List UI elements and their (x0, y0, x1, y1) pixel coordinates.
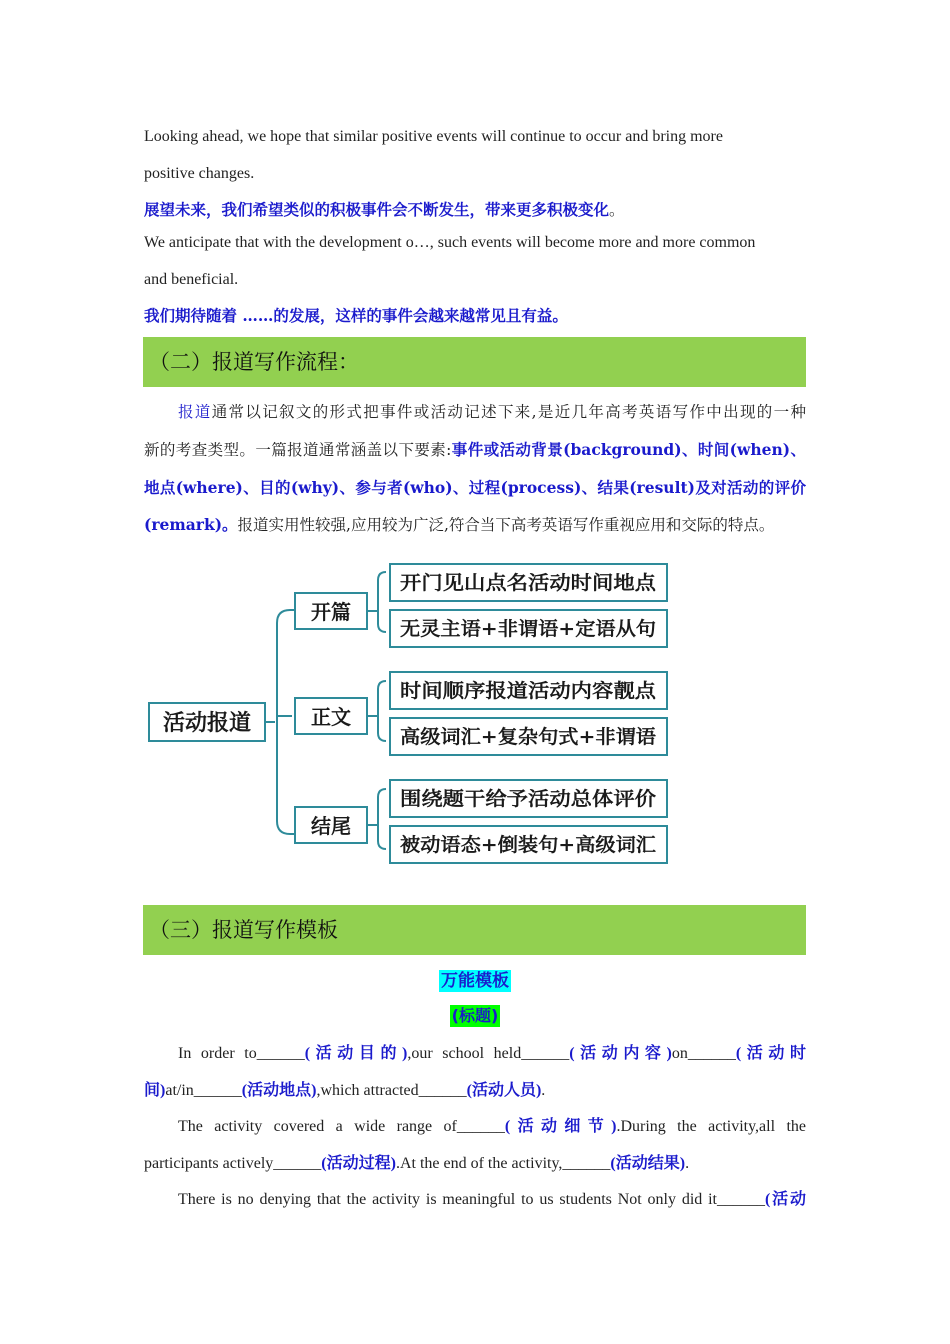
p2-slot-details: (活动细节) (504, 1118, 617, 1135)
intro-zh-1-end: 。 (609, 201, 625, 219)
para-text: 新的考查类型。一篇报道通常涵盖以下要素: (144, 441, 452, 459)
section-2-para-line-3 (144, 478, 806, 498)
intro-line-6 (144, 306, 806, 326)
template-p2-line-1 (144, 1117, 806, 1137)
p1-slot-time: (活动时 (735, 1045, 806, 1062)
template-subtitle: (标题) (451, 1006, 499, 1025)
template-p3-line-1 (144, 1190, 806, 1210)
template-title-row (0, 970, 950, 992)
p1-slot-place: (活动地点) (241, 1082, 317, 1099)
leaf-label-2: 无灵主语+非谓语+定语从句 (400, 618, 641, 640)
template-p1-line-2 (144, 1081, 806, 1101)
para-elements: 地点(where)、目的(why)、参与者(who)、过程(process)、结果(result)及对活动的评价 (144, 478, 806, 497)
p1-text: on______ (671, 1045, 736, 1062)
p2-text: .During the activity,all the (616, 1118, 806, 1135)
root-label: 活动报道 (162, 710, 252, 736)
intro-line-1: Looking ahead, we hope that similar positive events will continue to occur and bring more (144, 128, 723, 145)
intro-line-3 (144, 200, 806, 220)
para-remark: (remark)。 (144, 515, 238, 534)
report-flow-diagram (140, 555, 680, 875)
p1-text: at/in______ (165, 1082, 242, 1099)
section-2-header (143, 337, 806, 387)
p1-slot-time-end: 间) (144, 1082, 166, 1099)
intro-line-5: and beneficial. (144, 271, 239, 288)
p2-text: The activity covered a wide range of______ (178, 1118, 505, 1135)
keyword-report: 报道 (178, 403, 212, 421)
intro-zh-1: 展望未来，我们希望类似的积极事件会不断发生，带来更多积极变化 (144, 200, 610, 219)
p1-text: ,which attracted______ (316, 1082, 467, 1099)
branch-label-3: 结尾 (311, 814, 351, 838)
branch-label-2: 正文 (311, 705, 351, 729)
p3-text: There is no denying that the activity is meaningful to us students Not only did it______ (178, 1191, 765, 1208)
section-2-para-line-4 (144, 515, 806, 535)
template-p1-line-1 (144, 1044, 806, 1064)
p2-text: .At the end of the activity,______ (395, 1155, 611, 1172)
template-subtitle-row (0, 1005, 950, 1027)
p2-text: participants actively______ (144, 1155, 322, 1172)
p1-text: ,our school held______ (407, 1045, 570, 1062)
p1-slot-people: (活动人员) (466, 1082, 542, 1099)
intro-line-4: We anticipate that with the development o…, such events will become more and more common (144, 234, 756, 251)
p3-slot: (活动 (765, 1191, 806, 1208)
section-3-title: （三）报道写作模板 (149, 918, 338, 942)
p1-slot-content: (活动内容) (569, 1045, 672, 1062)
leaf-label-6: 被动语态+倒装句+高级词汇 (400, 834, 641, 856)
p1-text: . (541, 1082, 546, 1099)
p1-slot-purpose: (活动目的) (304, 1045, 408, 1062)
template-p2-line-2 (144, 1154, 806, 1174)
p2-slot-result: (活动结果) (610, 1155, 686, 1172)
p2-slot-process: (活动过程) (321, 1155, 396, 1172)
intro-zh-2: 我们期待随着 ……的发展，这样的事件会越来越常见且有益。 (144, 306, 568, 325)
section-2-para-line-2 (144, 440, 806, 460)
p1-text: In order to______ (178, 1045, 305, 1062)
para-text: 通常以记叙文的形式把事件或活动记述下来,是近几年高考英语写作中出现的一种 (211, 403, 806, 421)
leaf-label-3: 时间顺序报道活动内容靓点 (400, 680, 629, 702)
template-title: 万能模板 (441, 971, 509, 991)
intro-line-2: positive changes. (144, 165, 255, 182)
leaf-label-4: 高级词汇+复杂句式+非谓语 (400, 726, 641, 748)
p2-text: . (685, 1155, 690, 1172)
leaf-label-5: 围绕题干给予活动总体评价 (400, 788, 629, 810)
section-2-para-line-1 (144, 402, 806, 422)
branch-label-1: 开篇 (311, 600, 351, 624)
para-elements: 事件或活动背景(background)、时间(when)、 (451, 440, 806, 459)
section-3-header (143, 905, 806, 955)
para-text: 报道实用性较强,应用较为广泛,符合当下高考英语写作重视应用和交际的特点。 (237, 516, 775, 534)
leaf-label-1: 开门见山点名活动时间地点 (400, 572, 629, 594)
section-2-title: （二）报道写作流程： (149, 350, 359, 374)
